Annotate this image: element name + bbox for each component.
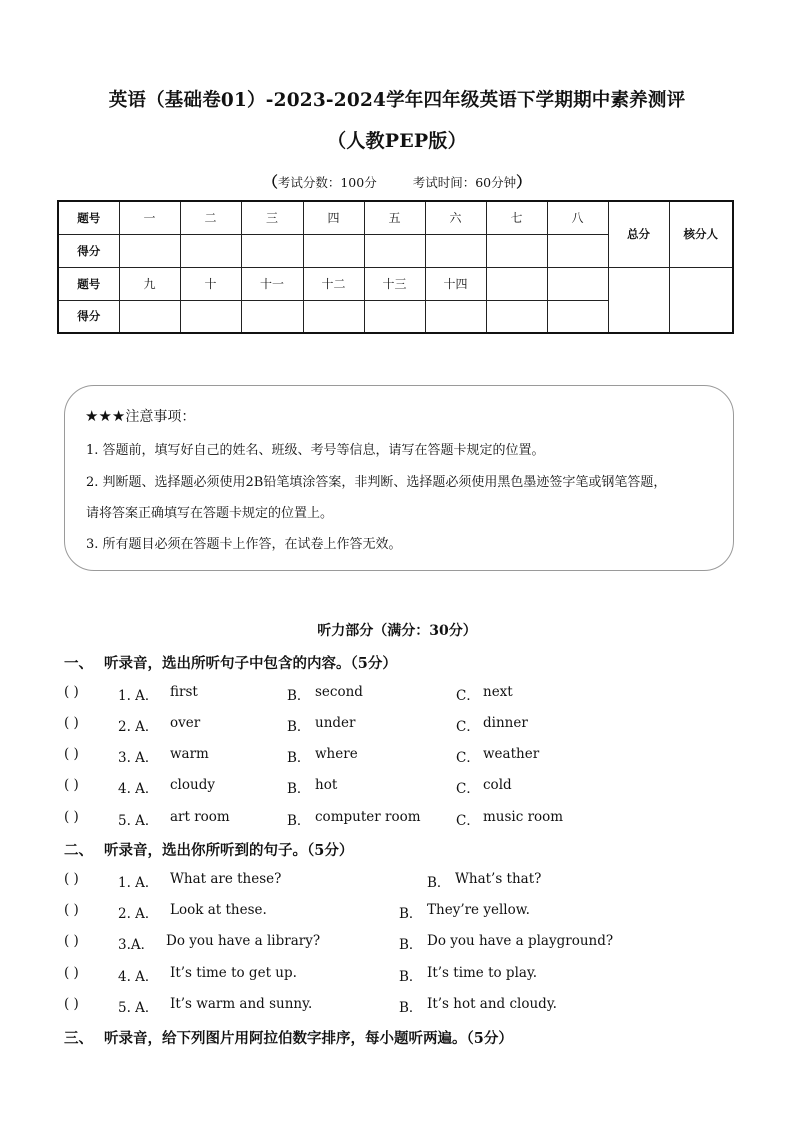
- option-b[interactable]: What’s that?: [455, 871, 542, 887]
- notice-heading: [85, 406, 195, 426]
- question-number: 二: [180, 201, 241, 234]
- part-instruction: 听录音，选出你所听到的句子。（5分）: [104, 842, 354, 859]
- option-b-label: B．: [287, 719, 311, 735]
- option-a[interactable]: Look at these.: [170, 902, 267, 918]
- answer-blank[interactable]: ( ): [64, 809, 79, 825]
- option-b-label: B．: [287, 813, 311, 829]
- row-label-question: 题号: [58, 201, 119, 234]
- question-number: 1. A．: [118, 688, 159, 704]
- answer-blank[interactable]: ( ): [64, 996, 79, 1012]
- option-c-label: C．: [456, 813, 480, 829]
- score-cell[interactable]: [425, 234, 486, 267]
- option-c[interactable]: music room: [483, 809, 564, 825]
- question-number: 4. A．: [118, 781, 159, 797]
- exam-meta: [0, 171, 794, 192]
- question-number: 十一: [241, 267, 303, 300]
- question-row: [64, 684, 744, 704]
- question-number: 十二: [303, 267, 364, 300]
- question-number: 2. A．: [118, 719, 159, 735]
- part2-heading: [64, 839, 353, 860]
- question-number: 十: [180, 267, 241, 300]
- score-cell[interactable]: [547, 300, 608, 333]
- option-b-label: B．: [399, 1000, 423, 1016]
- option-a[interactable]: It’s time to get up.: [170, 965, 297, 981]
- answer-blank[interactable]: ( ): [64, 715, 79, 731]
- question-row: [64, 902, 744, 922]
- answer-blank[interactable]: ( ): [64, 777, 79, 793]
- score-cell[interactable]: [303, 300, 364, 333]
- option-c-label: C．: [456, 781, 480, 797]
- option-a[interactable]: What are these?: [170, 871, 282, 887]
- question-number: 八: [547, 201, 608, 234]
- question-number: 一: [119, 201, 180, 234]
- option-c[interactable]: cold: [483, 777, 512, 793]
- score-cell[interactable]: [486, 234, 547, 267]
- option-b-label: B．: [399, 937, 423, 953]
- question-row: [64, 809, 744, 829]
- option-b[interactable]: hot: [315, 777, 338, 793]
- question-number: 四: [303, 201, 364, 234]
- exam-score-info: 考试分数：100分: [277, 175, 377, 190]
- score-cell[interactable]: [547, 234, 608, 267]
- score-cell[interactable]: [180, 300, 241, 333]
- option-b-label: B．: [287, 688, 311, 704]
- exam-time-info: 考试时间：60分钟: [412, 175, 517, 190]
- option-c[interactable]: dinner: [483, 715, 528, 731]
- option-a[interactable]: It’s warm and sunny.: [170, 996, 313, 1012]
- score-cell[interactable]: [425, 300, 486, 333]
- checker-cell[interactable]: [669, 267, 733, 333]
- option-a[interactable]: first: [170, 684, 198, 700]
- score-cell[interactable]: [241, 234, 303, 267]
- score-cell[interactable]: [364, 234, 425, 267]
- page-title: 英语（基础卷01）-2023-2024学年四年级英语下学期期中素养测评: [108, 90, 686, 111]
- answer-blank[interactable]: ( ): [64, 746, 79, 762]
- question-number: 六: [425, 201, 486, 234]
- meta-open-paren: （: [262, 173, 278, 191]
- option-c-label: C．: [456, 750, 480, 766]
- question-number: 十四: [425, 267, 486, 300]
- question-number: 3. A．: [118, 750, 159, 766]
- total-score-header: 总分: [608, 201, 669, 267]
- option-a[interactable]: cloudy: [170, 777, 215, 793]
- option-c[interactable]: next: [483, 684, 513, 700]
- option-b[interactable]: It’s hot and cloudy.: [427, 996, 557, 1012]
- question-number: 5. A．: [118, 1000, 159, 1016]
- part-instruction: 听录音，给下列图片用阿拉伯数字排序，每小题听两遍。（5分）: [104, 1030, 513, 1047]
- score-cell[interactable]: [119, 300, 180, 333]
- notice-item: 2. 判断题、选择题必须使用2B铅笔填涂答案，非判断、选择题必须使用黑色墨迹签字笔或钢笔答题，: [86, 475, 667, 490]
- answer-blank[interactable]: ( ): [64, 965, 79, 981]
- checker-header: 核分人: [669, 201, 733, 267]
- meta-close-paren: ）: [516, 173, 532, 191]
- answer-blank[interactable]: ( ): [64, 684, 79, 700]
- score-cell[interactable]: [303, 234, 364, 267]
- score-cell[interactable]: [364, 300, 425, 333]
- score-cell[interactable]: [119, 234, 180, 267]
- answer-blank[interactable]: ( ): [64, 871, 79, 887]
- question-row: [64, 746, 744, 766]
- option-b[interactable]: where: [315, 746, 358, 762]
- question-row: [64, 933, 744, 953]
- option-b-label: B．: [427, 875, 451, 891]
- row-label-score: 得分: [58, 300, 119, 333]
- option-a[interactable]: warm: [170, 746, 209, 762]
- part-instruction: 听录音，选出所听句子中包含的内容。（5分）: [104, 655, 397, 672]
- notice-item: 3. 所有题目必须在答题卡上作答，在试卷上作答无效。: [86, 537, 402, 552]
- option-a[interactable]: Do you have a library?: [166, 933, 321, 949]
- score-cell[interactable]: [486, 300, 547, 333]
- question-number: 五: [364, 201, 425, 234]
- notice-box: [64, 385, 734, 571]
- option-c[interactable]: weather: [483, 746, 540, 762]
- answer-blank[interactable]: ( ): [64, 902, 79, 918]
- question-number: 七: [486, 201, 547, 234]
- question-number: 4. A．: [118, 969, 159, 985]
- question-row: [64, 715, 744, 735]
- score-cell[interactable]: [180, 234, 241, 267]
- notice-item: 1. 答题前，填写好自己的姓名、班级、考号等信息，请写在答题卡规定的位置。: [86, 443, 545, 458]
- listening-section-title: 听力部分（满分：30分）: [317, 623, 477, 639]
- option-c-label: C．: [456, 719, 480, 735]
- empty-cell: [486, 267, 547, 300]
- part-number: 一、: [64, 655, 93, 672]
- option-b-label: B．: [399, 969, 423, 985]
- answer-blank[interactable]: ( ): [64, 933, 79, 949]
- question-number: 九: [119, 267, 180, 300]
- score-table: [57, 200, 734, 334]
- option-b[interactable]: It’s time to play.: [427, 965, 538, 981]
- star-icon: ★★★: [85, 407, 126, 425]
- option-b-label: B．: [399, 906, 423, 922]
- part3-heading: [64, 1027, 513, 1048]
- question-row: [64, 996, 744, 1016]
- option-b[interactable]: They’re yellow.: [427, 902, 530, 918]
- page-subtitle: （人教PEP版）: [327, 130, 467, 152]
- question-number: 十三: [364, 267, 425, 300]
- part1-heading: [64, 652, 397, 673]
- question-number: 三: [241, 201, 303, 234]
- option-a[interactable]: art room: [170, 809, 230, 825]
- option-c-label: C．: [456, 688, 480, 704]
- total-score-cell[interactable]: [608, 267, 669, 333]
- option-b[interactable]: second: [315, 684, 363, 700]
- question-row: [64, 965, 744, 985]
- row-label-question: 题号: [58, 267, 119, 300]
- question-number: 1. A．: [118, 875, 159, 891]
- option-b[interactable]: under: [315, 715, 356, 731]
- question-row: [64, 871, 744, 891]
- option-b[interactable]: Do you have a playground?: [427, 933, 614, 949]
- option-b[interactable]: computer room: [315, 809, 421, 825]
- part-number: 二、: [64, 842, 93, 859]
- question-number: 2. A．: [118, 906, 159, 922]
- question-row: [64, 777, 744, 797]
- question-number: 3.A．: [118, 937, 155, 953]
- option-b-label: B．: [287, 750, 311, 766]
- notice-item: 请将答案正确填写在答题卡规定的位置上。: [86, 506, 334, 521]
- part-number: 三、: [64, 1030, 93, 1047]
- score-cell[interactable]: [241, 300, 303, 333]
- option-a[interactable]: over: [170, 715, 201, 731]
- question-number: 5. A．: [118, 813, 159, 829]
- notice-title: 注意事项：: [125, 409, 196, 425]
- row-label-score: 得分: [58, 234, 119, 267]
- option-b-label: B．: [287, 781, 311, 797]
- empty-cell: [547, 267, 608, 300]
